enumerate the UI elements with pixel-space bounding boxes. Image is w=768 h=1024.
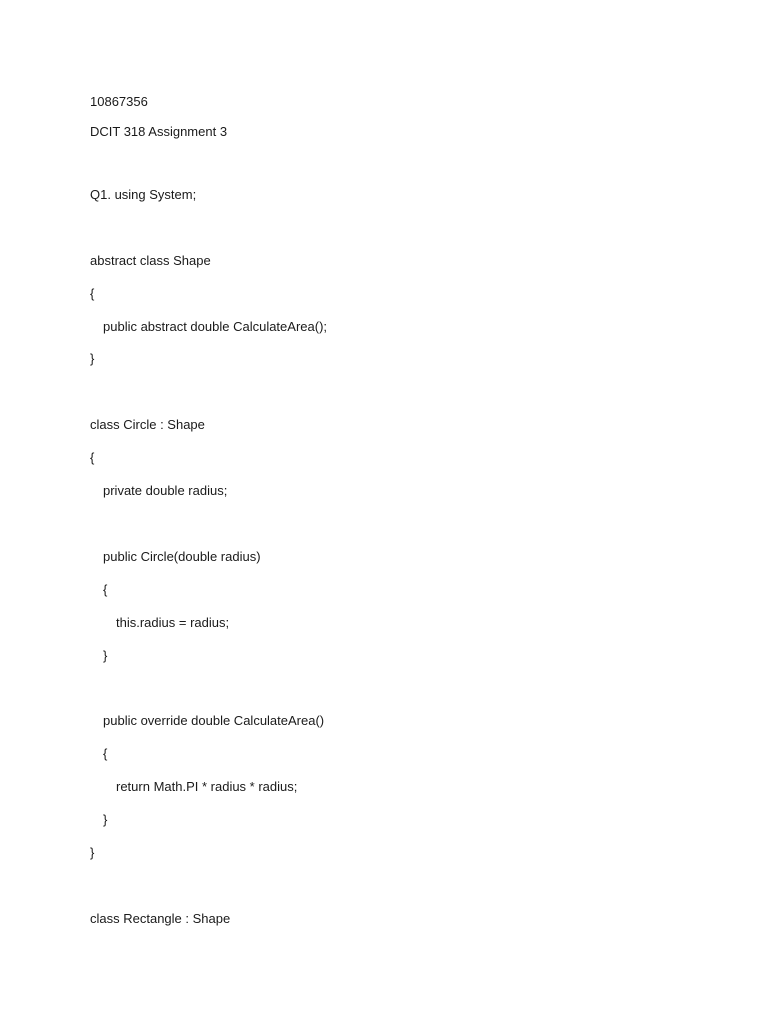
code-line: } [90,845,95,860]
code-line: abstract class Shape [90,253,211,268]
code-line: this.radius = radius; [116,615,230,630]
code-line: } [103,648,108,663]
code-line: { [90,286,95,301]
assignment-title: DCIT 318 Assignment 3 [90,124,228,139]
code-line: public Circle(double radius) [103,549,261,564]
code-line: class Circle : Shape [90,417,205,432]
student-id: 10867356 [90,94,148,109]
code-line: public abstract double CalculateArea(); [103,319,328,334]
code-line: return Math.PI * radius * radius; [116,779,298,794]
code-line: } [103,812,108,827]
code-line: { [103,746,108,761]
code-line: private double radius; [103,483,228,498]
code-line: Q1. using System; [90,187,197,202]
code-line: { [90,450,95,465]
code-line: public override double CalculateArea() [103,713,325,728]
code-line: } [90,351,95,366]
code-line: { [103,582,108,597]
code-line: class Rectangle : Shape [90,911,231,926]
